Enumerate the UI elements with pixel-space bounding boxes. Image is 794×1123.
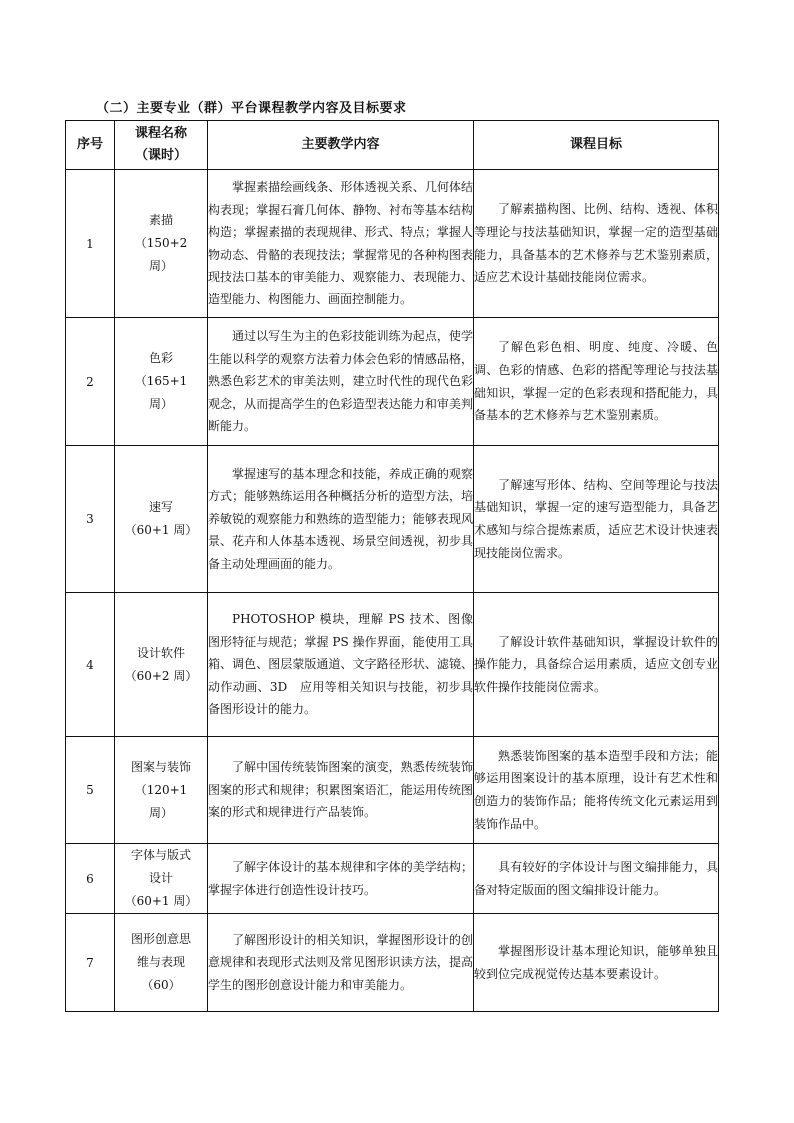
course-goal-text: 掌握图形设计基本理论知识，能够单独且较到位完成视觉传达基本要素设计。 xyxy=(474,943,718,981)
teaching-content-text: 掌握速写的基本理念和技能，养成正确的观察方式；能够熟练运用各种概括分析的造型方法，培养敏锐的观察能力和熟练的造型能力；能够表现风景、花卉和人体基本透视、场景空间透视，初步具备主动处理画面的能力。 xyxy=(208,466,473,571)
course-goal-text: 熟悉装饰图案的基本造型手段和方法；能够运用图案设计的基本原理，设计有艺术性和创造力的装饰作品；能将传统文化元素运用到装饰作品中。 xyxy=(474,748,718,831)
row-no: 7 xyxy=(66,914,115,1012)
row-no: 1 xyxy=(66,170,115,318)
teaching-content-text: 通过以写生为主的色彩技能训练为起点，使学生能以科学的观察方法着力体会色彩的情感品格，熟悉色彩艺术的审美法则，建立时代性的现代色彩观念，从而提高学生的色彩造型表达能力和审美判断能力。 xyxy=(208,329,473,434)
teaching-content-text: 了解中国传统装饰图案的演变，熟悉传统装饰图案的形式和规律；积累图案语汇，能运用传统图案的形式和规律进行产品装饰。 xyxy=(208,760,473,820)
teaching-content xyxy=(208,446,474,593)
header-content: 主要教学内容 xyxy=(208,121,474,170)
header-goal: 课程目标 xyxy=(474,121,719,170)
course-name xyxy=(115,737,208,844)
course-name xyxy=(115,914,208,1012)
course-goal xyxy=(474,170,719,318)
course-goal xyxy=(474,914,719,1012)
teaching-content-text: 了解图形设计的相关知识，掌握图形设计的创意规律和表现形式法则及常见图形识读方法，提高学生的图形创意设计能力和审美能力。 xyxy=(208,932,473,992)
teaching-content-text: 了解字体设计的基本规律和字体的美学结构；掌握字体进行创造性设计技巧。 xyxy=(208,860,473,897)
course-name-line: （60+1 周） xyxy=(124,894,198,908)
row-no: 2 xyxy=(66,318,115,446)
course-name-line: 字体与版式 xyxy=(130,848,191,862)
course-name-line: 周） xyxy=(148,397,173,411)
course-name-line: （150+2 xyxy=(134,236,188,250)
row-no: 6 xyxy=(66,844,115,914)
header-name-line2: （课时） xyxy=(134,148,187,163)
course-name-line: 速写 xyxy=(148,500,173,514)
course-name xyxy=(115,844,208,914)
table-row xyxy=(66,737,719,844)
course-name-line: （120+1 xyxy=(134,782,188,797)
table-row xyxy=(66,318,719,446)
course-goal xyxy=(474,737,719,844)
table-row xyxy=(66,844,719,914)
header-no: 序号 xyxy=(66,121,115,170)
course-name xyxy=(115,170,208,318)
teaching-content xyxy=(208,914,474,1012)
teaching-content xyxy=(208,737,474,844)
course-name xyxy=(115,593,208,737)
course-name-line: 图案与装饰 xyxy=(130,759,191,774)
table-row xyxy=(66,446,719,593)
course-name-line: （165+1 xyxy=(134,374,188,388)
teaching-content-text: 掌握素描绘画线条、形体透视关系、几何体结构表现；掌握石膏几何体、静物、衬布等基本结构构造；掌握素描的表现规律、形式、特点；掌握人物动态、骨骼的表现技法；掌握常见的各种构图表现技法口基本的审美能力、观察能力、表现能力、造型能力、构图能力、画面控制能力。 xyxy=(208,180,473,307)
course-name xyxy=(115,318,208,446)
table-row xyxy=(66,914,719,1012)
course-goal-text: 具有较好的字体设计与图文编排能力，具备对特定版面的图文编排设计能力。 xyxy=(474,859,718,897)
teaching-content xyxy=(208,318,474,446)
teaching-content xyxy=(208,170,474,318)
course-name-line: 设计软件 xyxy=(136,645,185,660)
course-name-line: 周） xyxy=(148,259,173,273)
course-goal-text: 了解色彩色相、明度、纯度、冷暖、色调、色彩的情感、色彩的搭配等理论与技法基础知识，掌握一定的色彩表现和搭配能力，具备基本的艺术修养与艺术鉴别素质。 xyxy=(474,340,718,423)
course-goal-text: 了解素描构图、比例、结构、透视、体积等理论与技法基础知识，掌握一定的造型基础能力，具备基本的艺术修养与艺术鉴别素质，适应艺术设计基础技能岗位需求。 xyxy=(474,202,718,285)
course-name-line: （60+2 周） xyxy=(124,668,198,683)
course-goal-text: 了解设计软件基础知识，掌握设计软件的操作能力，具备综合运用素质，适应文创专业软件操作技能岗位需求。 xyxy=(474,634,718,694)
row-no: 4 xyxy=(66,593,115,737)
course-name-line: 色彩 xyxy=(148,351,173,365)
course-goal xyxy=(474,593,719,737)
section-title: （二）主要专业（群）平台课程教学内容及目标要求 xyxy=(96,101,407,116)
table-row xyxy=(66,170,719,318)
header-name-line1: 课程名称 xyxy=(134,126,187,141)
header-row xyxy=(66,121,719,170)
header-name xyxy=(115,121,208,170)
table-row xyxy=(66,593,719,737)
course-name-line: 图形创意思 xyxy=(130,932,191,946)
teaching-content xyxy=(208,844,474,914)
course-goal-text: 了解速写形体、结构、空间等理论与技法基础知识，掌握一定的速写造型能力，具备艺术感知与综合提炼素质，适应艺术设计快速表现技能岗位需求。 xyxy=(474,477,718,560)
row-no: 3 xyxy=(66,446,115,593)
course-name-line: （60） xyxy=(141,978,181,992)
teaching-content-text: PHOTOSHOP 模块，理解 PS 技术、图像图形特征与规范；掌握 PS 操作界面，能使用工具箱、调色、图层蒙版通道、文字路径形状、滤镜、动作动画、3D 应用等相关知识与技能，初步具备图形设计的能力。 xyxy=(208,612,473,717)
course-name-line: 素描 xyxy=(148,213,173,227)
teaching-content xyxy=(208,593,474,737)
course-name-line: 设计 xyxy=(148,871,173,885)
course-name xyxy=(115,446,208,593)
course-goal xyxy=(474,446,719,593)
course-name-line: 周） xyxy=(148,805,173,820)
course-table xyxy=(65,120,719,1012)
course-name-line: 维与表现 xyxy=(136,955,185,969)
course-goal xyxy=(474,844,719,914)
row-no: 5 xyxy=(66,737,115,844)
course-name-line: （60+1 周） xyxy=(124,523,198,537)
course-goal xyxy=(474,318,719,446)
